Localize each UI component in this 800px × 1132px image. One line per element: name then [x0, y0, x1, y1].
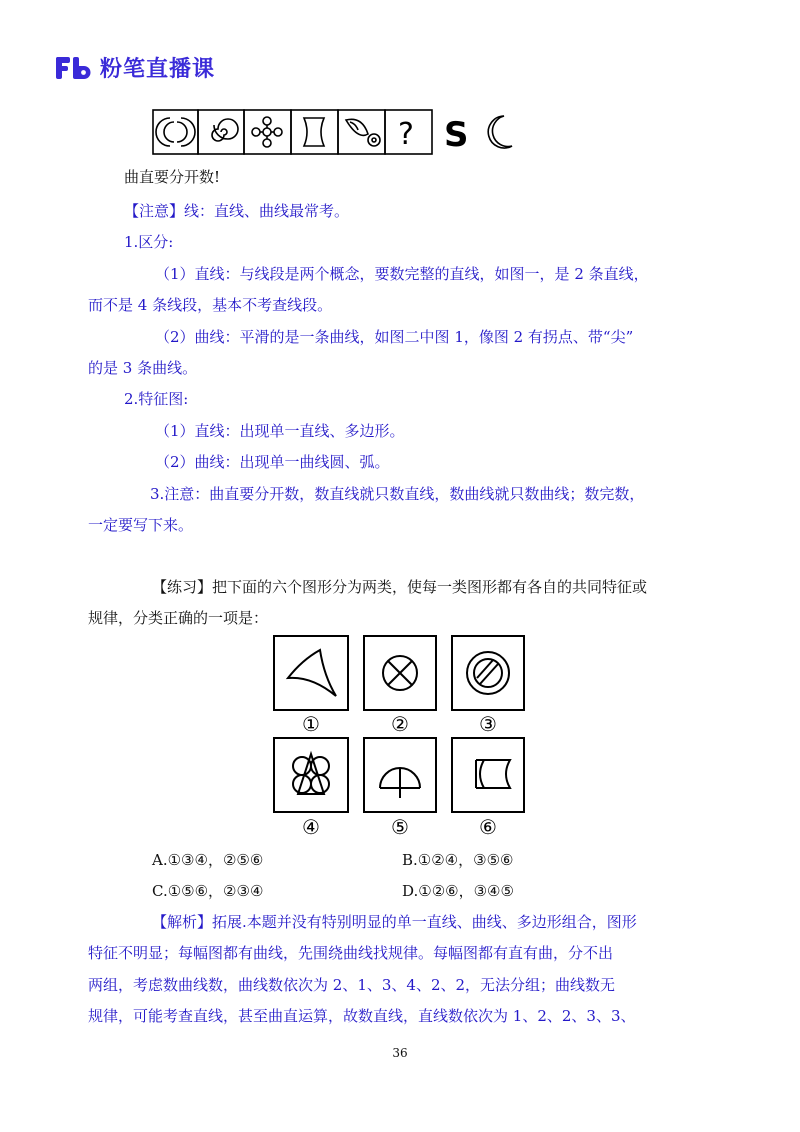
- figure-label-2: ②: [391, 712, 409, 736]
- text-line-10: （2）曲线：出现单一曲线圆、弧。: [155, 453, 390, 471]
- figure-3-inner: [474, 659, 502, 687]
- option-b[interactable]: B.①②④，③⑤⑥: [402, 851, 514, 869]
- analysis-line-1: 【解析】拓展.本题并没有特别明显的单一直线、曲线、多边形组合，图形: [152, 913, 637, 931]
- fb-logo-icon: [56, 54, 94, 82]
- figure-label-1: ①: [302, 712, 320, 736]
- text-line-2: 【注意】线：直线、曲线最常考。: [124, 202, 350, 220]
- strip-crescent: [488, 116, 512, 148]
- analysis-line-2: 特征不明显；每幅图都有曲线，先围绕曲线找规律。每幅图都有直有曲，分不出: [88, 944, 614, 962]
- figure-box-3: [452, 636, 524, 710]
- strip-question-mark: ?: [398, 117, 414, 152]
- practice-line-1: 【练习】把下面的六个图形分为两类，使每一类图形都有各自的共同特征或: [152, 578, 648, 596]
- text-line-8: 2.特征图:: [124, 390, 189, 408]
- option-a[interactable]: A.①③④，②⑤⑥: [152, 851, 264, 869]
- text-line-12: 一定要写下来。: [88, 516, 194, 534]
- figure-label-4: ④: [302, 815, 320, 839]
- strip-cell-5: [338, 110, 385, 154]
- figure-label-6: ⑥: [479, 815, 497, 839]
- brand-logo: [56, 52, 215, 83]
- text-line-6: （2）曲线：平滑的是一条曲线，如图二中图 1，像图 2 有拐点、带“尖”: [155, 328, 634, 346]
- logo-text: 粉笔直播课: [100, 57, 216, 82]
- figure-box-1: [274, 636, 348, 710]
- figure-box-6: [452, 738, 524, 812]
- text-line-11: 3.注意：曲直要分开数，数直线就只数直线，数曲线就只数曲线；数完数，: [150, 485, 645, 503]
- figure-label-5: ⑤: [391, 815, 409, 839]
- practice-line-2: 规律，分类正确的一项是：: [88, 609, 269, 627]
- option-d[interactable]: D.①②⑥，③④⑤: [402, 882, 514, 900]
- strip-cell-4: [291, 110, 338, 154]
- analysis-line-3: 两组，考虑数曲线数，曲线数依次为 2、1、3、4、2、2，无法分组；曲线数无: [88, 976, 616, 994]
- text-line-9: （1）直线：出现单一直线、多边形。: [155, 422, 405, 440]
- strip-cell-1: [153, 110, 198, 154]
- text-line-7: 的是 3 条曲线。: [88, 359, 198, 377]
- text-line-1: 曲直要分开数!: [124, 168, 221, 186]
- text-line-5: 而不是 4 条线段，基本不考查线段。: [88, 296, 333, 314]
- figure-strip: [152, 106, 524, 158]
- figure-label-3: ③: [479, 712, 497, 736]
- figure-1-shape: [288, 650, 336, 696]
- analysis-line-4: 规律，可能考查直线，甚至曲直运算，故数直线，直线数依次为 1、2、2、3、3、: [88, 1007, 636, 1025]
- text-line-3: 1.区分:: [124, 233, 174, 251]
- text-line-4: （1）直线：与线段是两个概念，要数完整的直线，如图一，是 2 条直线，: [155, 265, 649, 283]
- option-c[interactable]: C.①⑤⑥，②③④: [152, 882, 264, 900]
- page-number: 36: [392, 1046, 408, 1060]
- strip-s-glyph: S: [444, 115, 469, 155]
- figure-box-4: [274, 738, 348, 812]
- practice-figures: [262, 632, 538, 842]
